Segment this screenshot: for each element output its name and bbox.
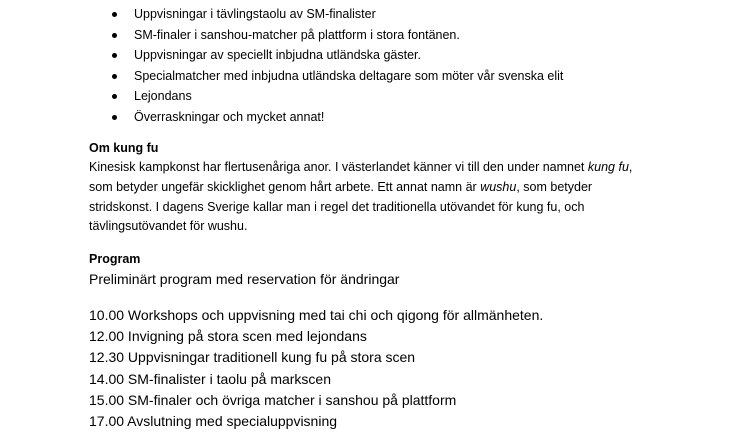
about-emphasis: wushu <box>480 179 517 194</box>
schedule-item: 10.00 Workshops och uppvisning med tai chi och qigong för allmänheten. <box>89 307 544 323</box>
about-paragraph <box>89 158 689 237</box>
about-text: , <box>628 160 633 174</box>
about-line: tävlingsutövandet för wushu. <box>89 219 248 234</box>
about-line: stridskonst. I dagens Sverige kallar man i regel det traditionella utövandet för kung fu, och <box>89 199 585 214</box>
bullet-icon <box>112 53 117 58</box>
about-line <box>89 178 689 198</box>
list-item-text: SM-finaler i sanshou-matcher på plattform i stora fontänen. <box>134 27 460 42</box>
about-text: , som betyder <box>516 179 593 194</box>
bullet-icon <box>112 33 117 38</box>
bullet-icon <box>112 115 117 120</box>
about-text: som betyder ungefär skicklighet genom hårt arbete. Ett annat namn är <box>89 179 481 194</box>
schedule-item: 12.00 Invigning på stora scen med lejondans <box>89 328 367 345</box>
list-item <box>110 45 563 66</box>
list-item <box>110 107 563 128</box>
about-line <box>89 158 689 178</box>
list-item <box>110 4 563 25</box>
list-item <box>110 25 563 46</box>
program-subtitle: Preliminärt program med reservation för ändringar <box>89 271 400 287</box>
program-heading: Program <box>89 252 141 266</box>
bullet-icon <box>112 74 117 79</box>
schedule-item: 17.00 Avslutning med specialuppvisning <box>89 413 338 430</box>
about-heading: Om kung fu <box>89 141 159 155</box>
program-schedule <box>89 305 543 432</box>
schedule-item: 15.00 SM-finaler och övriga matcher i sanshou på plattform <box>89 391 457 408</box>
event-bullet-list <box>110 4 563 128</box>
schedule-item: 12.30 Uppvisningar traditionell kung fu på stora scen <box>89 349 416 366</box>
list-item <box>110 66 563 87</box>
about-text: Kinesisk kampkonst har flertusenåriga anor. I västerlandet känner vi till den under namnet <box>89 160 588 174</box>
list-item <box>110 86 563 107</box>
bullet-icon <box>112 12 117 17</box>
list-item-text: Specialmatcher med inbjudna utländska deltagare som möter vår svenska elit <box>134 68 564 83</box>
about-emphasis: kung fu <box>587 160 629 174</box>
list-item-text: Uppvisningar av speciellt inbjudna utländska gäster. <box>134 48 421 63</box>
list-item-text: Uppvisningar i tävlingstaolu av SM-finalister <box>134 7 376 21</box>
list-item-text: Överraskningar och mycket annat! <box>134 109 325 124</box>
schedule-item: 14.00 SM-finalister i taolu på markscen <box>89 370 331 387</box>
list-item-text: Lejondans <box>134 89 192 104</box>
bullet-icon <box>112 94 117 99</box>
